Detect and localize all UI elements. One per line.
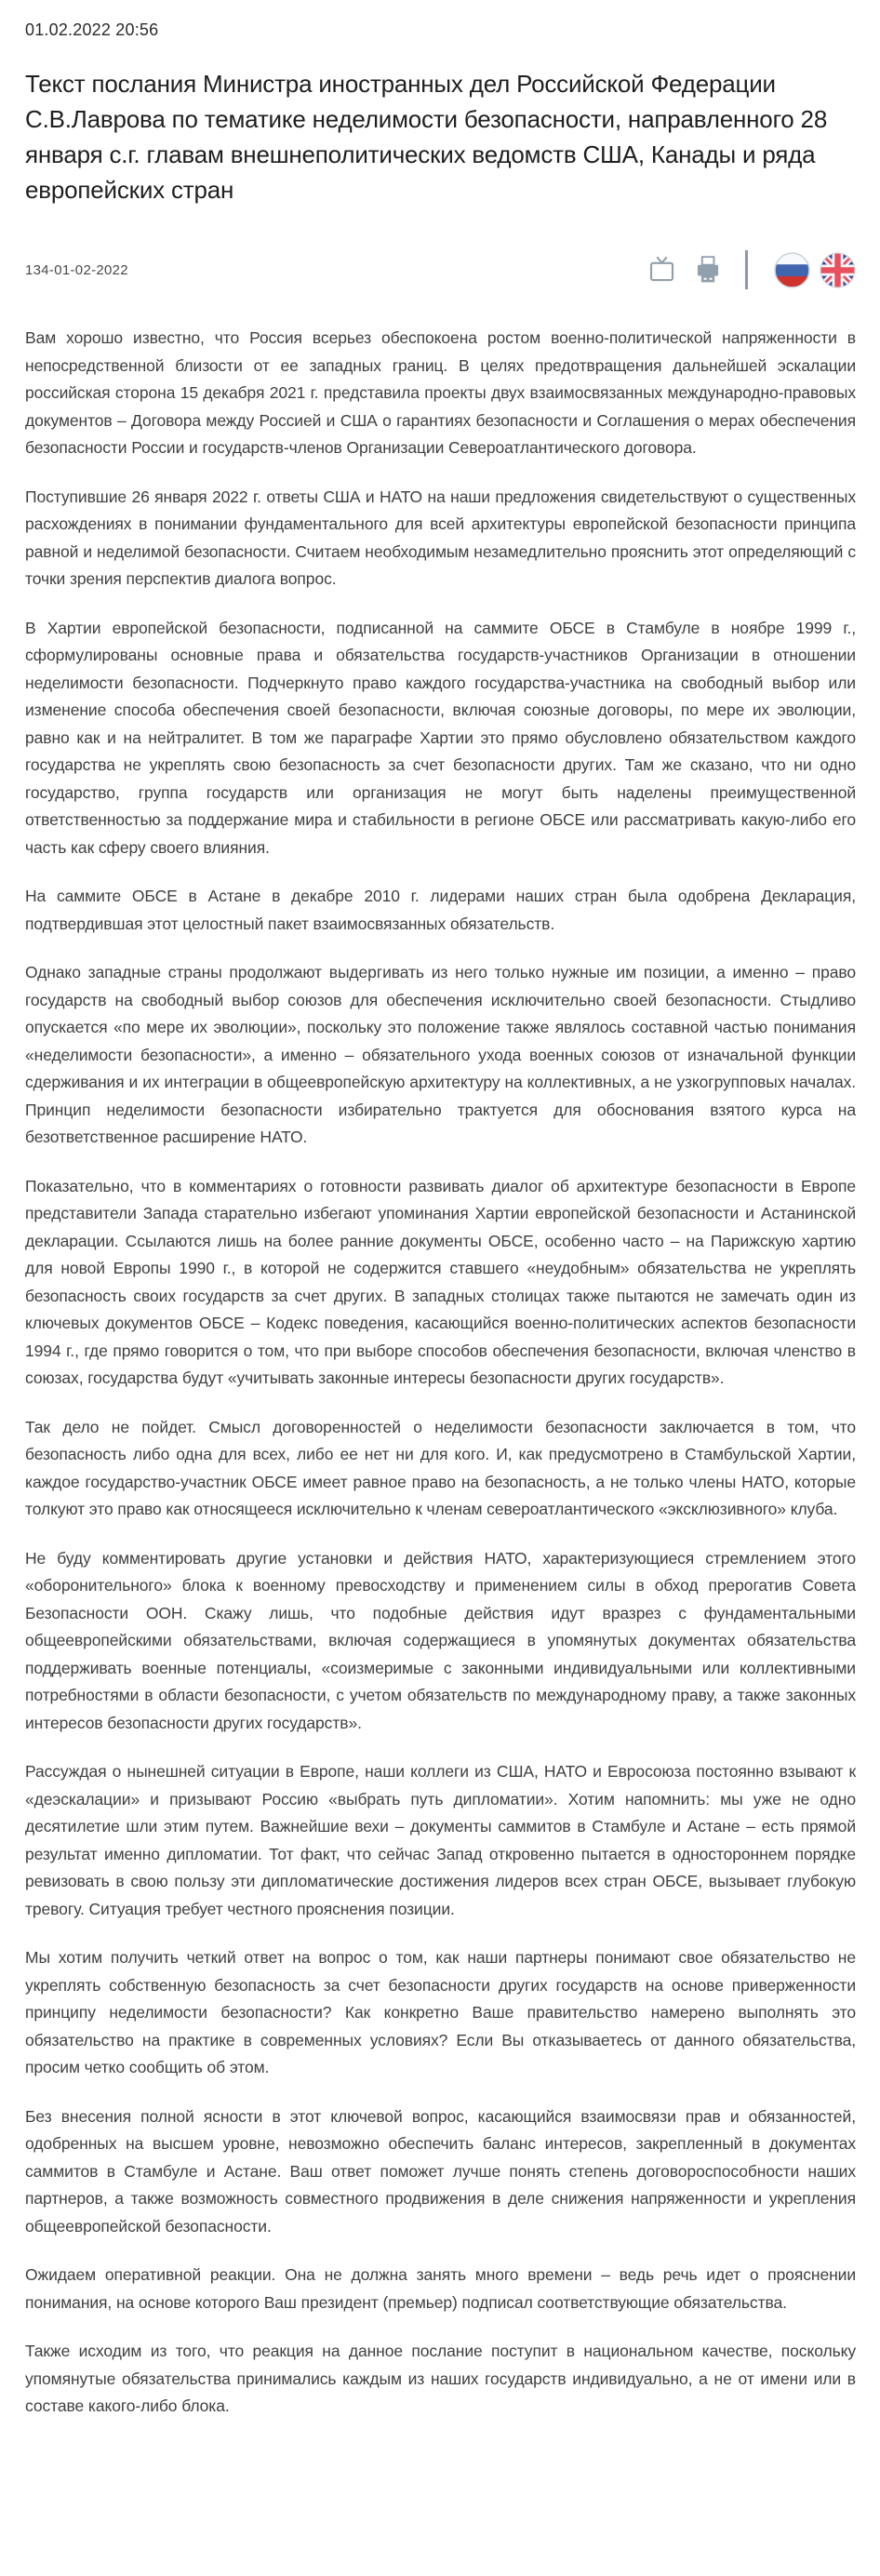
paragraph: Мы хотим получить четкий ответ на вопрос о том, как наши партнеры понимают свое обязательство не укреплять собственную безопасность за счет безопасности других государств на основе приверженности принципу неделимости безопасности? Как конкретно Ваше правительство намерено выполнять это обязательство на практике в современных условиях? Если Вы отказываетесь от данного обязательства, просим четко сообщить об этом.: [25, 1948, 856, 2076]
paragraph: Без внесения полной ясности в этот ключевой вопрос, касающийся взаимосвязи прав и обязанностей, одобренных на высшем уровне, невозможно обеспечить баланс интересов, закрепленный в документах саммитов в Стамбуле и Астане. Ваш ответ поможет лучше понять степень договороспособности наших партнеров, а также возможность совместного продвижения в деле снижения напряженности и укрепления общеевропейской безопасности.: [25, 2106, 856, 2236]
paragraph: Рассуждая о нынешней ситуации в Европе, наши коллеги из США, НАТО и Евросоюза постоянно взывают к «деэскалации» и призывают Россию «выбрать путь дипломатии». Хотим напомнить: мы уже не одно десятилетие шли этим путем. Важнейшие вехи – документы саммитов в Стамбуле и Астане – есть прямой результат именно дипломатии. Тот факт, что сейчас Запад откровенно пытается в одностороннем порядке ревизовать в свою пользу эти дипломатические достижения лидеров всех стран ОБСЕ, вызывает глубокую тревогу. Ситуация требует честного прояснения позиции.: [25, 1762, 856, 1918]
paragraph: Так дело не пойдет. Смысл договоренностей о неделимости безопасности заключается в том, что безопасность либо одна для всех, либо ее нет ни для кого. И, как предусмотрено в Стамбульской Хартии, каждое государство-участник ОБСЕ имеет равное право на безопасность, а не только члены НАТО, которые толкуют это право как относящееся исключительно к членам североатлантического «эксклюзивного» клуба.: [25, 1417, 856, 1518]
page-title: Текст послания Министра иностранных дел Российской Федерации С.В.Лаврова по тематике неделимости безопасности, направленного 28 января с.г. главам внешнеполитических ведомств США, Канады и ряда европейских стран: [25, 70, 828, 204]
tv-version-button[interactable]: [647, 256, 676, 284]
print-icon: [695, 256, 721, 284]
article-body: [25, 325, 856, 2421]
paragraph: В Хартии европейской безопасности, подписанной на саммите ОБСЕ в Стамбуле в ноябре 1999 г., сформулированы основные права и обязательства государств-участников Организации в отношении неделимости безопасности. Подчеркнуто право каждого государства-участника на свободный выбор или изменение способа обеспечения своей безопасности, включая союзные договоры, по мере их эволюции, равно как и на нейтралитет. В том же параграфе Хартии это прямо обусловлено обязательством каждого государства не укреплять свою безопасность за счет безопасности других. Там же сказано, что ни одно государство, группа государств или организация не могут быть наделены преимущественной ответственностью за поддержание мира и стабильности в регионе ОБСЕ или рассматривать какую-либо его часть как сферу своего влияния.: [25, 618, 856, 857]
paragraph: На саммите ОБСЕ в Астане в декабре 2010 г. лидерами наших стран была одобрена Декларация, подтвердившая этот целостный пакет взаимосвязанных обязательств.: [25, 887, 856, 933]
print-button[interactable]: [695, 256, 721, 284]
publish-datetime: 01.02.2022 20:56: [25, 20, 159, 39]
lang-en-button[interactable]: [820, 252, 856, 288]
paragraph: Ожидаем оперативной реакции. Она не должна занять много времени – ведь речь идет о прояснении понимания, на основе которого Ваш президент (премьер) подписал соответствующие обязательства.: [25, 2265, 856, 2312]
tv-icon: [647, 256, 676, 284]
lang-ru-button[interactable]: [774, 252, 810, 288]
paragraph: Поступившие 26 января 2022 г. ответы США и НАТО на наши предложения свидетельствуют о существенных расхождениях в понимании фундаментального для всей архитектуры европейской безопасности принципа равной и неделимой безопасности. Считаем необходимым незамедлительно прояснить этот определяющий с точки зрения перспектив диалога вопрос.: [25, 487, 856, 588]
paragraph: Однако западные страны продолжают выдергивать из него только нужные им позиции, а именно – право государств на свободный выбор союзов для обеспечения исключительно своей безопасности. Стыдливо опускается «по мере их эволюции», поскольку это положение также являлось составной частью понимания «неделимости безопасности», а именно – обязательного ухода военных союзов от изначальной функции сдерживания и их интеграции в общеевропейскую архитектуру на коллективных, а не узкогрупповых началах. Принцип неделимости безопасности избирательно трактуется для обоснования взятого курса на безответственное расширение НАТО.: [25, 963, 856, 1146]
toolbar-actions: [647, 250, 856, 289]
paragraph: Вам хорошо известно, что Россия всерьез обеспокоена ростом военно-политической напряженности в непосредственной близости от ее западных границ. В целях предотвращения дальнейшей эскалации российская сторона 15 декабря 2021 г. представила проекты двух взаимосвязанных международно-правовых документов – Договора между Россией и США о гарантиях безопасности и Соглашения о мерах обеспечения безопасности России и государств-членов Организации Североатлантического договора.: [25, 328, 856, 457]
doc-number: 134-01-02-2022: [25, 261, 128, 278]
toolbar: [25, 250, 856, 289]
paragraph: Показательно, что в комментариях о готовности развивать диалог об архитектуре безопасности в Европе представители Запада старательно избегают упоминания Хартии европейской безопасности и Астанинской декларации. Ссылаются лишь на более ранние документы ОБСЕ, особенно часто – на Парижскую хартию для новой Европы 1990 г., в которой не содержится ставшего «неудобным» обязательства не укреплять безопасность своих государств за счет других. В западных столицах также пытаются не замечать один из ключевых документов ОБСЕ – Кодекс поведения, касающийся военно-политических аспектов безопасности 1994 г., где прямо говорится о том, что при выборе способов обеспечения безопасности, включая членство в союзах, государства будут «учитывать законные интересы безопасности других государств».: [25, 1176, 856, 1387]
flag-ru-icon: [774, 252, 810, 288]
paragraph: Не буду комментировать другие установки и действия НАТО, характеризующиеся стремлением этого «оборонительного» блока к военному превосходству и применением силы в обход прерогатив Совета Безопасности ООН. Скажу лишь, что подобные действия идут вразрез с фундаментальными общеевропейскими обязательствами, включая содержащиеся в упомянутых документах обязательства поддерживать военные потенциалы, «соизмеримые с законными индивидуальными или коллективными потребностями в области безопасности, с учетом обязательств по международному праву, а также законных интересов безопасности других государств».: [25, 1548, 856, 1732]
flag-uk-icon: [820, 252, 856, 288]
paragraph: Также исходим из того, что реакция на данное послание поступит в национальном качестве, поскольку упомянутые обязательства принимались каждым из наших государств индивидуально, а не от имени или в составе какого-либо блока.: [25, 2342, 856, 2415]
toolbar-divider: [745, 250, 748, 289]
